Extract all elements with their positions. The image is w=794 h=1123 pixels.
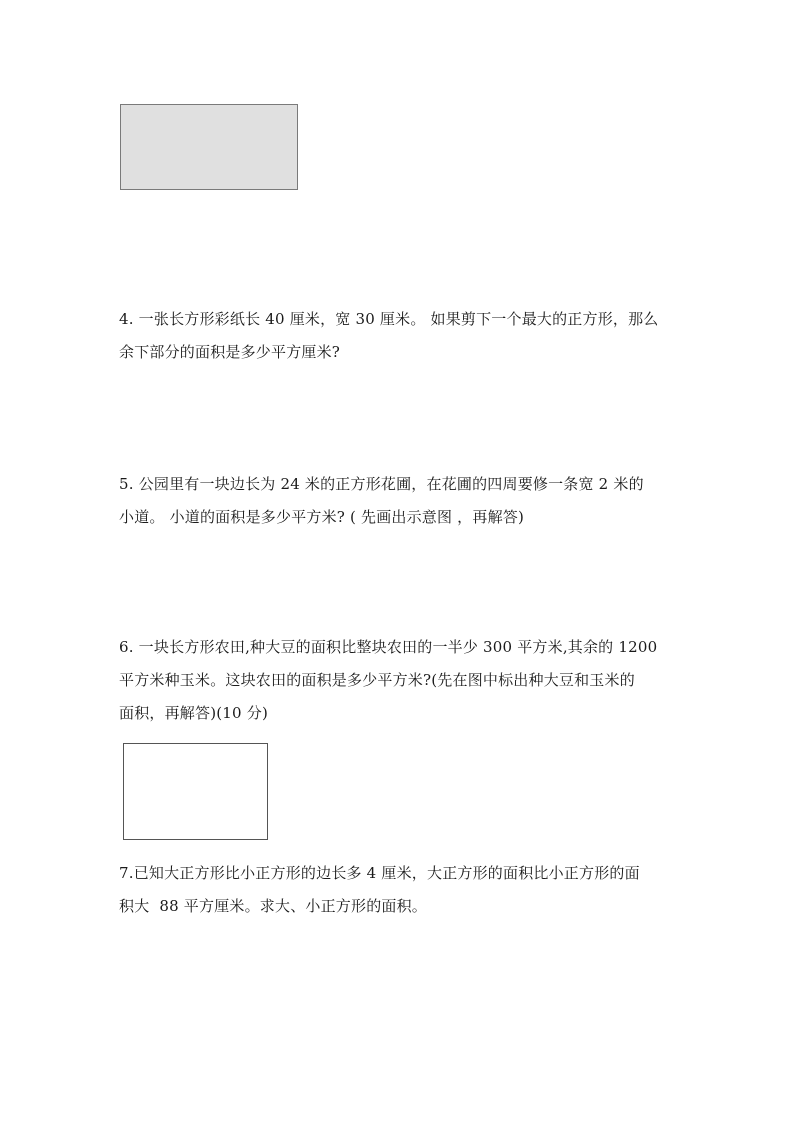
question-text-line: 6. 一块长方形农田,种大豆的面积比整块农田的一半少 300 平方米,其余的 1200: [119, 638, 658, 656]
question-text-line: 4. 一张长方形彩纸长 40 厘米，宽 30 厘米。 如果剪下一个最大的正方形，那么: [119, 310, 659, 328]
question-text-line: 余下部分的面积是多少平方厘米?: [119, 343, 341, 361]
shaded-rectangle-figure: [120, 104, 298, 190]
question-text-line: 面积，再解答)(10 分): [119, 704, 269, 722]
question-text-line: 小道。 小道的面积是多少平方米? ( 先画出示意图 ，再解答): [119, 508, 525, 526]
question-text-line: 平方米种玉米。这块农田的面积是多少平方米?(先在图中标出种大豆和玉米的: [119, 671, 635, 689]
question-text-line: 积大 88 平方厘米。求大、小正方形的面积。: [119, 897, 427, 915]
question-text-line: 7.已知大正方形比小正方形的边长多 4 厘米，大正方形的面积比小正方形的面: [119, 864, 640, 882]
question-text-line: 5. 公园里有一块边长为 24 米的正方形花圃，在花圃的四周要修一条宽 2 米的: [119, 475, 644, 493]
question-5: [119, 468, 709, 534]
question-6: [119, 631, 709, 730]
question-7: [119, 857, 709, 923]
question-4: [119, 303, 709, 369]
farmland-rectangle-figure: [123, 743, 268, 840]
